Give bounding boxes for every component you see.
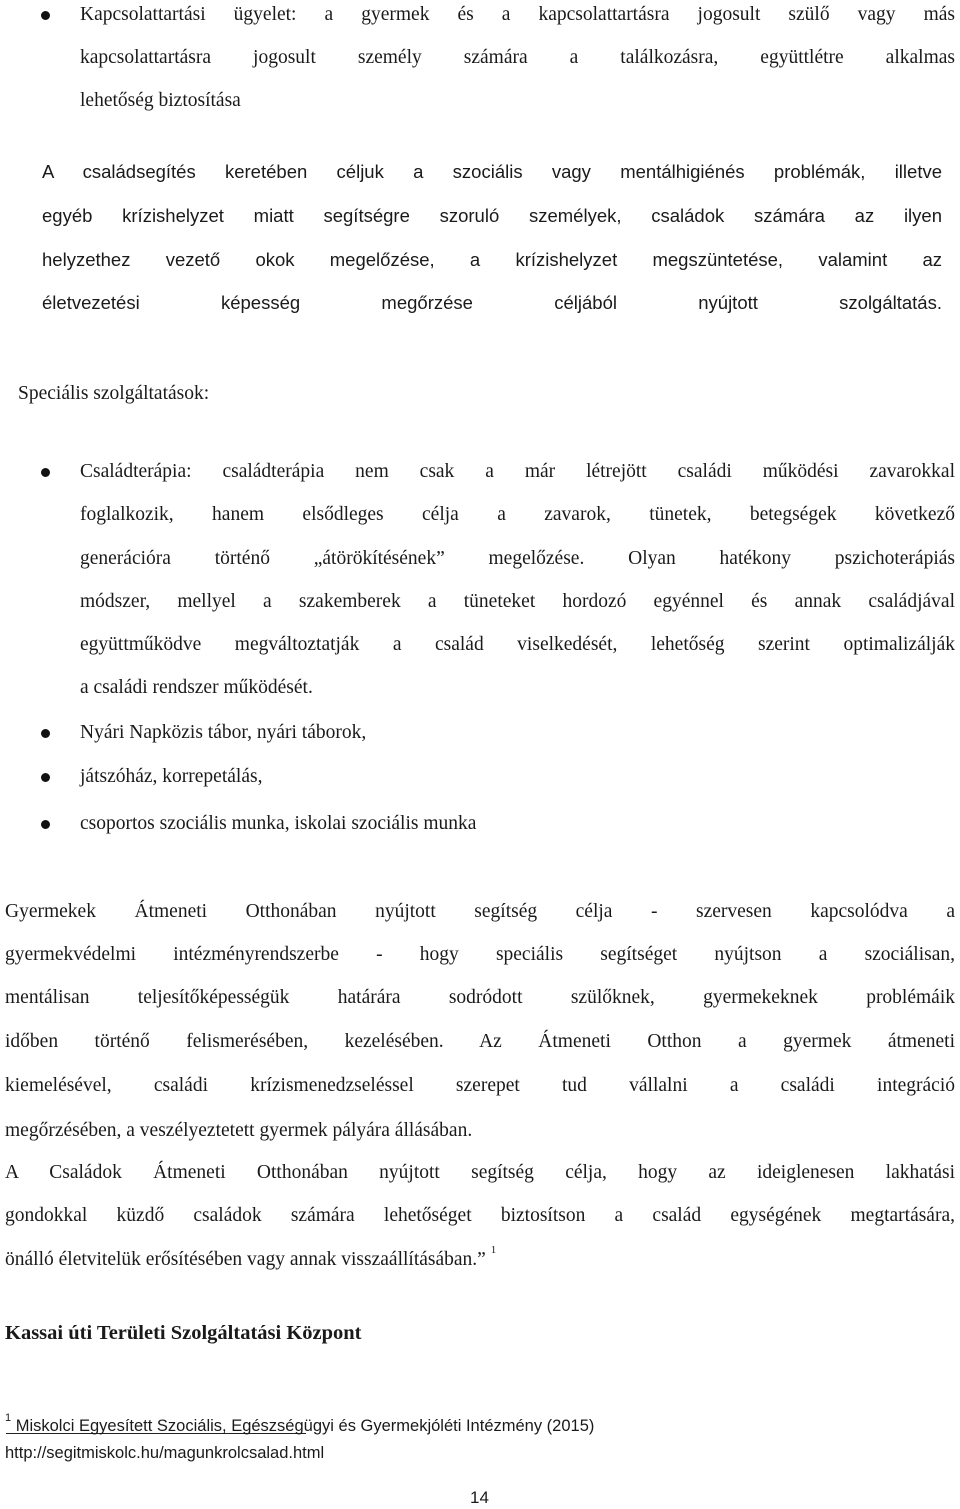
footnote-text-line [5,1412,595,1435]
bullet-icon [41,820,50,829]
list1-item-line: kapcsolattartásra jogosult személy számára a találkozásra, együttlétre alkalmas [80,47,955,68]
bullet-icon [41,729,50,738]
list1-item-line: lehetőség biztosítása [80,90,241,111]
paragraph-line: A családsegítés keretében céljuk a szociális vagy mentálhigiénés problémák, illetve [42,161,942,182]
paragraph-line: gyermekvédelmi intézményrendszerbe - hogy speciális segítséget nyújtson a szociálisan, [5,944,955,965]
paragraph-line-text: önálló életvitelük erősítésében vagy annak visszaállításában.” [5,1249,486,1270]
footnote-number: 1 [5,1412,12,1424]
bullet-icon [41,11,50,20]
paragraph-line [5,1244,497,1270]
paragraph-line: gondokkal küzdő családok számára lehetőséget biztosítson a család egységének megtartására, [5,1205,955,1226]
paragraph-line: A Családok Átmeneti Otthonában nyújtott segítség célja, hogy az ideiglenesen lakhatási [5,1162,955,1183]
footnote-reference[interactable]: 1 [490,1244,497,1256]
list1-item-line: Kapcsolattartási ügyelet: a gyermek és a kapcsolattartásra jogosult szülő vagy más [80,4,955,25]
list2-item-line: módszer, mellyel a szakemberek a tüneteket hordozó egyénnel és annak családjával [80,591,955,612]
bullet-icon [41,773,50,782]
list2-item-line: csoportos szociális munka, iskolai szociális munka [80,813,477,834]
list2-item-line: a családi rendszer működését. [80,677,313,698]
list2-item-line: együttműködve megváltoztatják a család viselkedését, lehetőség szerint optimalizálják [80,634,955,655]
list2-item-line: foglalkozik, hanem elsődleges célja a zavarok, tünetek, betegségek következő [80,504,955,525]
paragraph-line: megőrzésében, a veszélyeztetett gyermek pályára állásában. [5,1120,473,1141]
special-services-label: Speciális szolgáltatások: [18,383,210,404]
bullet-icon [41,468,50,477]
section-heading: Kassai úti Területi Szolgáltatási Központ [5,1322,362,1344]
paragraph-line: kiemelésével, családi krízismenedzseléssel szerepet tud vállalni a családi integráció [5,1075,955,1096]
list2-item-line: Családterápia: családterápia nem csak a már létrejött családi működési zavarokkal [80,461,955,482]
list2-item-line: Nyári Napközis tábor, nyári táborok, [80,722,367,743]
footnote-link[interactable]: http://segitmiskolc.hu/magunkrolcsalad.html [5,1444,325,1462]
list2-item-line: generációra történő „átörökítésének” megelőzése. Olyan hatékony pszichoterápiás [80,548,955,569]
footnote-text: Miskolci Egyesített Szociális, Egészségügyi és Gyermekjóléti Intézmény (2015) [15,1417,595,1435]
list2-item-line: játszóház, korrepetálás, [80,766,263,787]
paragraph-line: egyéb krízishelyzet miatt segítségre szoruló személyek, családok számára az ilyen [42,205,942,226]
paragraph-line: mentálisan teljesítőképességük határára sodródott szülőknek, gyermekeknek problémáik [5,987,955,1008]
paragraph-line: Gyermekek Átmeneti Otthonában nyújtott segítség célja - szervesen kapcsolódva a [5,901,955,922]
paragraph-line: helyzethez vezető okok megelőzése, a krízishelyzet megszüntetése, valamint az [42,249,942,270]
paragraph-line: időben történő felismerésében, kezelésében. Az Átmeneti Otthon a gyermek átmeneti [5,1031,955,1052]
paragraph-line: életvezetési képesség megőrzése céljából nyújtott szolgáltatás. [42,292,942,313]
page-number: 14 [470,1488,489,1507]
